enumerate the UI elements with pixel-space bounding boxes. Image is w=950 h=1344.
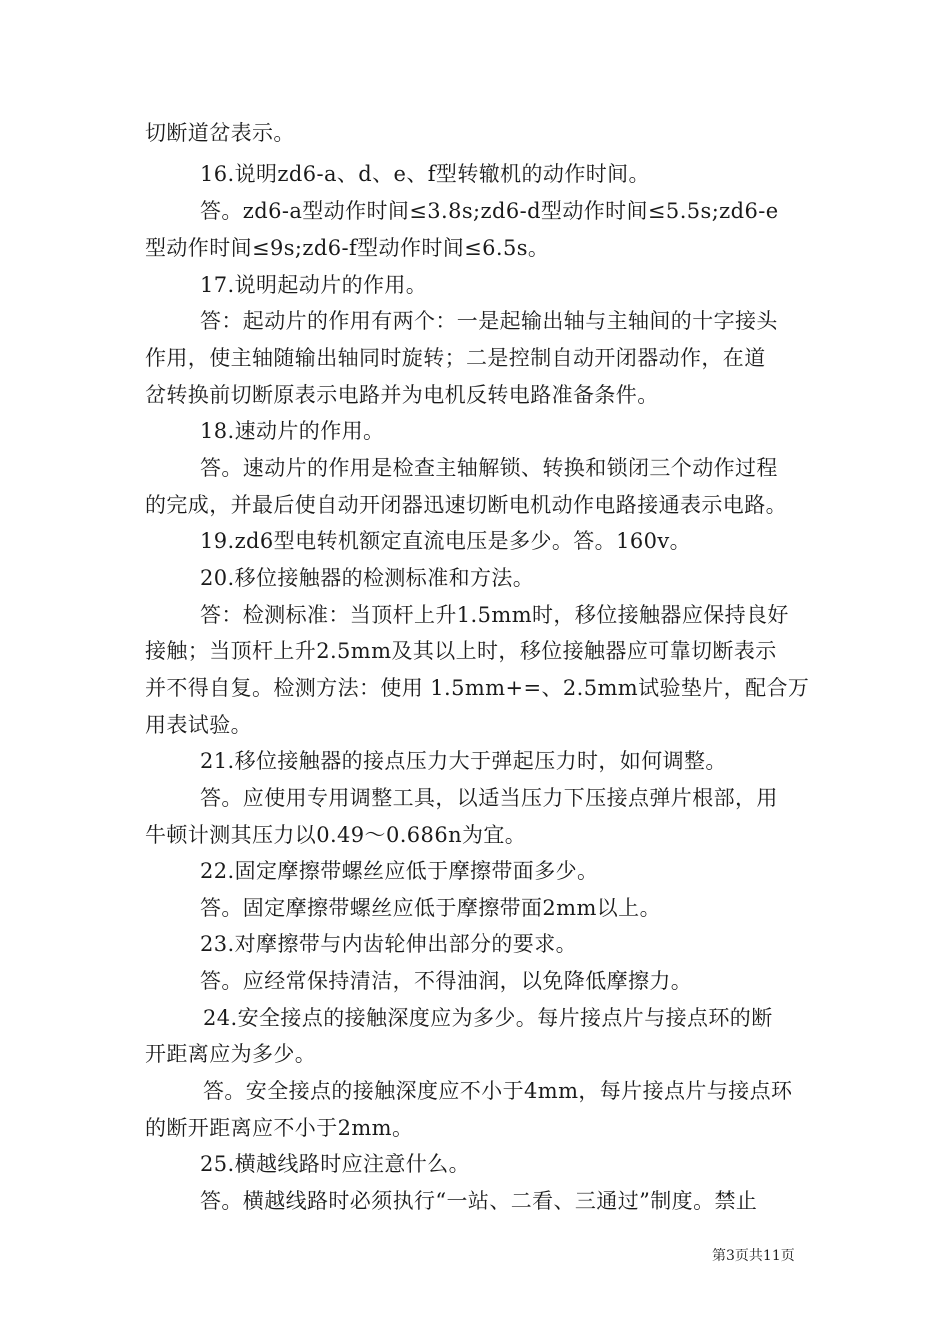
question-17: 17.说明起动片的作用。 <box>200 273 428 297</box>
answer-22: 答。固定摩擦带螺丝应低于摩擦带面2mm以上。 <box>200 896 661 920</box>
answer-21-line-1: 答。应使用专用调整工具，以适当压力下压接点弹片根部，用 <box>200 786 778 810</box>
page-number-footer: 第3页共11页 <box>712 1248 795 1264</box>
answer-16-line-2: 型动作时间≤9s;zd6-f型动作时间≤6.5s。 <box>145 236 550 260</box>
answer-17-line-3: 岔转换前切断原表示电路并为电机反转电路准备条件。 <box>145 383 659 407</box>
question-18: 18.速动片的作用。 <box>200 419 385 443</box>
question-24-line-1: 24.安全接点的接触深度应为多少。每片接点片与接点环的断 <box>203 1006 773 1030</box>
answer-21-line-2: 牛顿计测其压力以0.49～0.686n为宜。 <box>145 823 527 847</box>
text-line: 切断道岔表示。 <box>145 121 295 145</box>
answer-24-line-1: 答。安全接点的接触深度应不小于4mm，每片接点片与接点环 <box>203 1079 793 1103</box>
answer-17-line-1: 答：起动片的作用有两个：一是起输出轴与主轴间的十字接头 <box>200 309 778 333</box>
answer-24-line-2: 的断开距离应不小于2mm。 <box>145 1116 414 1140</box>
answer-18-line-2: 的完成，并最后使自动开闭器迅速切断电机动作电路接通表示电路。 <box>145 493 787 517</box>
answer-16-line-1: 答。zd6-a型动作时间≤3.8s;zd6-d型动作时间≤5.5s;zd6-e <box>200 199 779 223</box>
question-19: 19.zd6型电转机额定直流电压是多少。答。160v。 <box>200 529 692 553</box>
question-16: 16.说明zd6-a、d、e、f型转辙机的动作时间。 <box>200 162 650 186</box>
answer-20-line-1: 答：检测标准：当顶杆上升1.5mm时，移位接触器应保持良好 <box>200 603 789 627</box>
answer-20-line-2: 接触；当顶杆上升2.5mm及其以上时，移位接触器应可靠切断表示 <box>145 639 777 663</box>
answer-25-line-1: 答。横越线路时必须执行“一站、二看、三通过”制度。禁止 <box>200 1189 758 1213</box>
question-23: 23.对摩擦带与内齿轮伸出部分的要求。 <box>200 932 577 956</box>
question-25: 25.横越线路时应注意什么。 <box>200 1152 470 1176</box>
answer-20-line-4: 用表试验。 <box>145 713 252 737</box>
answer-23: 答。应经常保持清洁，不得油润，以免降低摩擦力。 <box>200 969 693 993</box>
question-24-line-2: 开距离应为多少。 <box>145 1042 317 1066</box>
question-21: 21.移位接触器的接点压力大于弹起压力时，如何调整。 <box>200 749 727 773</box>
answer-18-line-1: 答。速动片的作用是检查主轴解锁、转换和锁闭三个动作过程 <box>200 456 778 480</box>
answer-20-line-3: 并不得自复。检测方法：使用 1.5mm+=、2.5mm试验垫片，配合万 <box>145 676 810 700</box>
question-22: 22.固定摩擦带螺丝应低于摩擦带面多少。 <box>200 859 599 883</box>
question-20: 20.移位接触器的检测标准和方法。 <box>200 566 535 590</box>
answer-17-line-2: 作用，使主轴随输出轴同时旋转；二是控制自动开闭器动作，在道 <box>145 346 766 370</box>
